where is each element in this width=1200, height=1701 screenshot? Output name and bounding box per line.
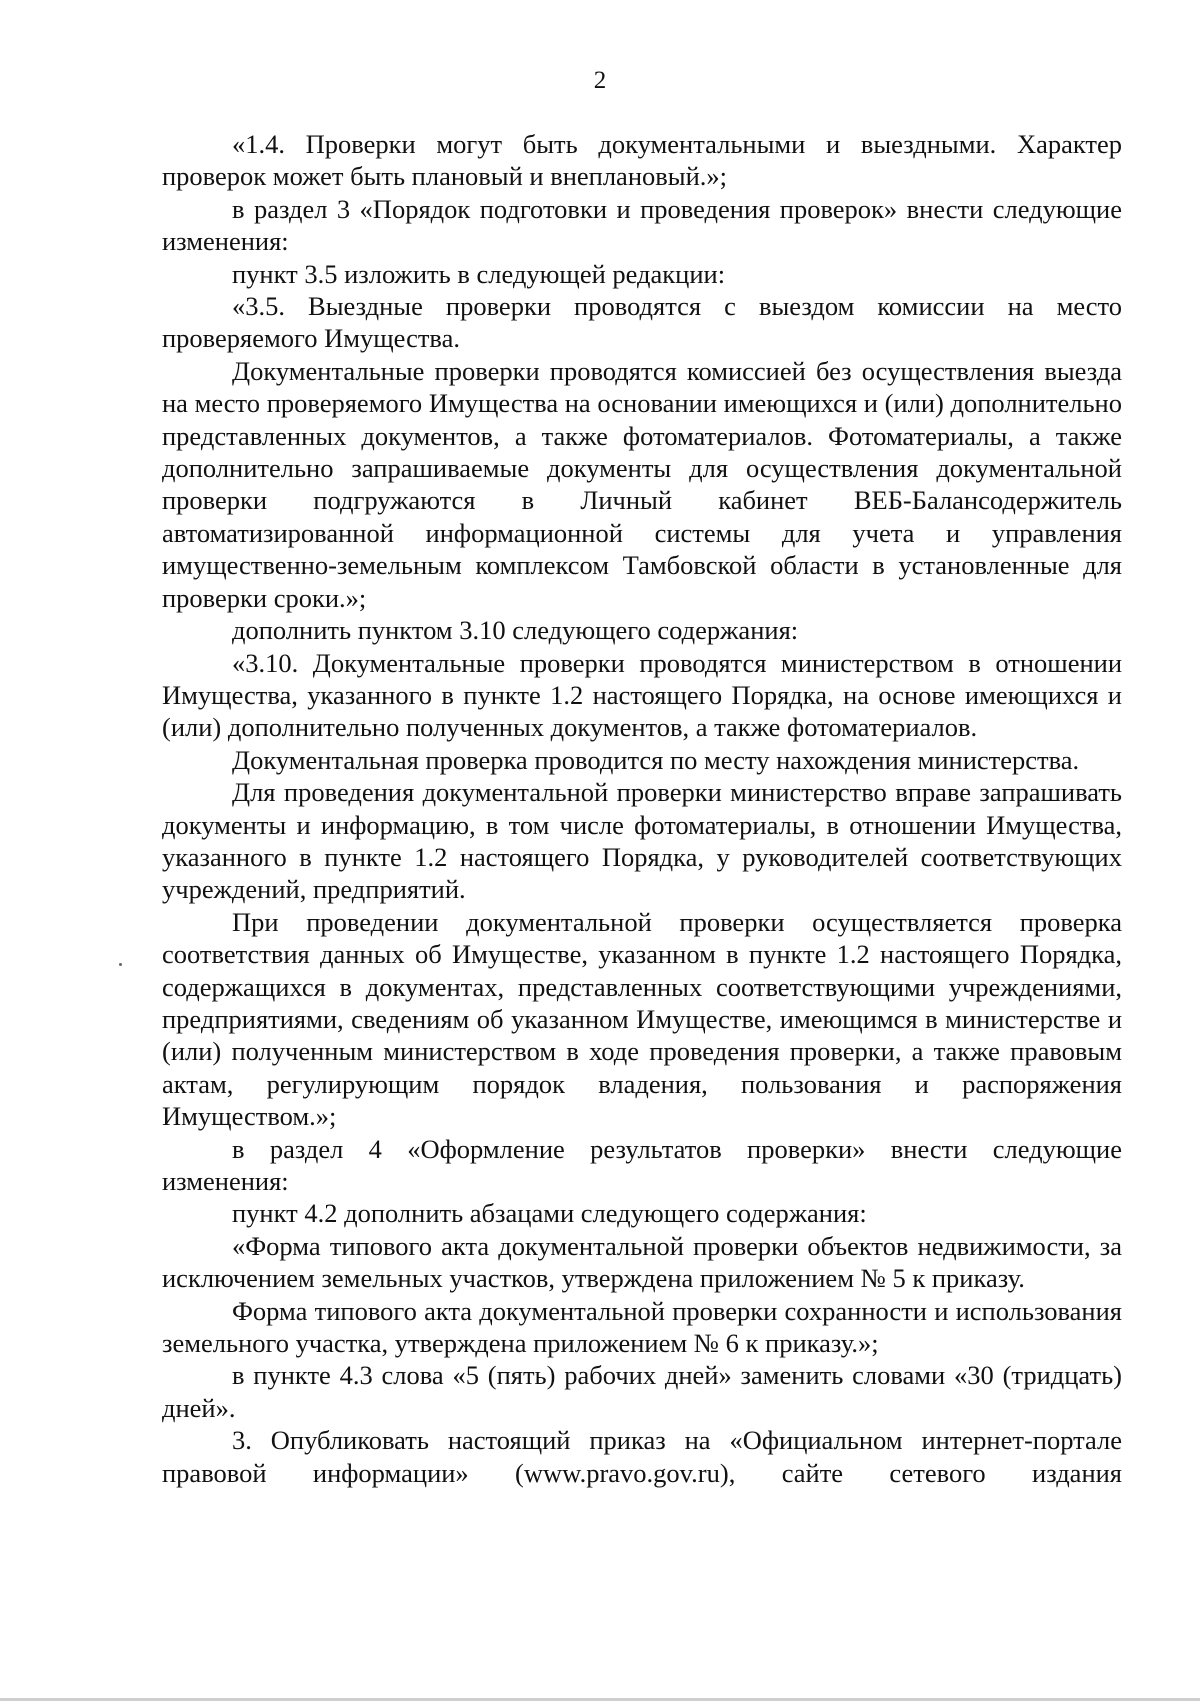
paragraph-4: «3.5. Выездные проверки проводятся с выездом комиссии на место проверяемого Имущества.: [162, 291, 1122, 354]
scan-speck: [119, 963, 122, 966]
paragraph-14: Форма типового акта документальной проверки сохранности и использования земельного участка, утверждена приложением № 6 к приказу.»;: [162, 1295, 1122, 1359]
page-number: 2: [593, 67, 607, 94]
paragraph-2: в раздел 3 «Порядок подготовки и проведения проверок» внести следующие изменения:: [162, 193, 1122, 257]
paragraph-10: При проведении документальной проверки осуществляется проверка соответствия данных об Имуществе, указанном в пункте 1.2 настоящего Порядка, содержащихся в документах, представленных соответствующими учреждениями, предприятиями, сведениям об указанном Имуществе, имеющимся в министерстве и (или) полученным министерством в ходе проведения проверки, а также правовым актам, регулирующим порядок владения, пользования и распоряжения Имуществом.»;: [162, 906, 1122, 1132]
paragraph-15: в пункте 4.3 слова «5 (пять) рабочих дней» заменить словами «30 (тридцать) дней».: [162, 1360, 1122, 1423]
paragraph-9: Для проведения документальной проверки министерство вправе запрашивать документы и информацию, в том числе фотоматериалы, в отношении Имущества, указанного в пункте 1.2 настоящего Порядка, у руководителей соответствующих учреждений, предприятий.: [162, 777, 1122, 905]
paragraph-11: в раздел 4 «Оформление результатов проверки» внести следующие изменения:: [162, 1133, 1122, 1196]
paragraph-8: Документальная проверка проводится по месту нахождения министерства.: [232, 744, 1080, 775]
paragraph-6: дополнить пунктом 3.10 следующего содержания:: [232, 615, 799, 646]
paragraph-12: пункт 4.2 дополнить абзацами следующего содержания:: [232, 1198, 867, 1229]
paragraph-13: «Форма типового акта документальной проверки объектов недвижимости, за исключением земельных участков, утверждена приложением № 5 к приказу.: [162, 1230, 1122, 1294]
document-body: [162, 128, 1122, 1489]
paragraph-5: Документальные проверки проводятся комиссией без осуществления выезда на место проверяемого Имущества на основании имеющихся и (или) дополнительно представленных документов, а также фотоматериалов. Фотоматериалы, а также дополнительно запрашиваемые документы для осуществления документальной проверки подгружаются в Личный кабинет ВЕБ-Балансодержитель автоматизированной информационной системы для учета и управления имущественно-земельным комплексом Тамбовской области в установленные для проверки сроки.»;: [162, 355, 1122, 613]
paragraph-3: пункт 3.5 изложить в следующей редакции:: [232, 258, 726, 289]
paragraph-1: «1.4. Проверки могут быть документальными и выездными. Характер проверок может быть плановый и внеплановый.»;: [162, 129, 1122, 192]
paragraph-16: 3. Опубликовать настоящий приказ на «Официальном интернет-портале правовой информации» (www.pravo.gov.ru), сайте сетевого издания: [162, 1425, 1122, 1488]
paragraph-7: «3.10. Документальные проверки проводятся министерством в отношении Имущества, указанного в пункте 1.2 настоящего Порядка, на основе имеющихся и (или) дополнительно полученных документов, а также фотоматериалов.: [162, 647, 1122, 743]
